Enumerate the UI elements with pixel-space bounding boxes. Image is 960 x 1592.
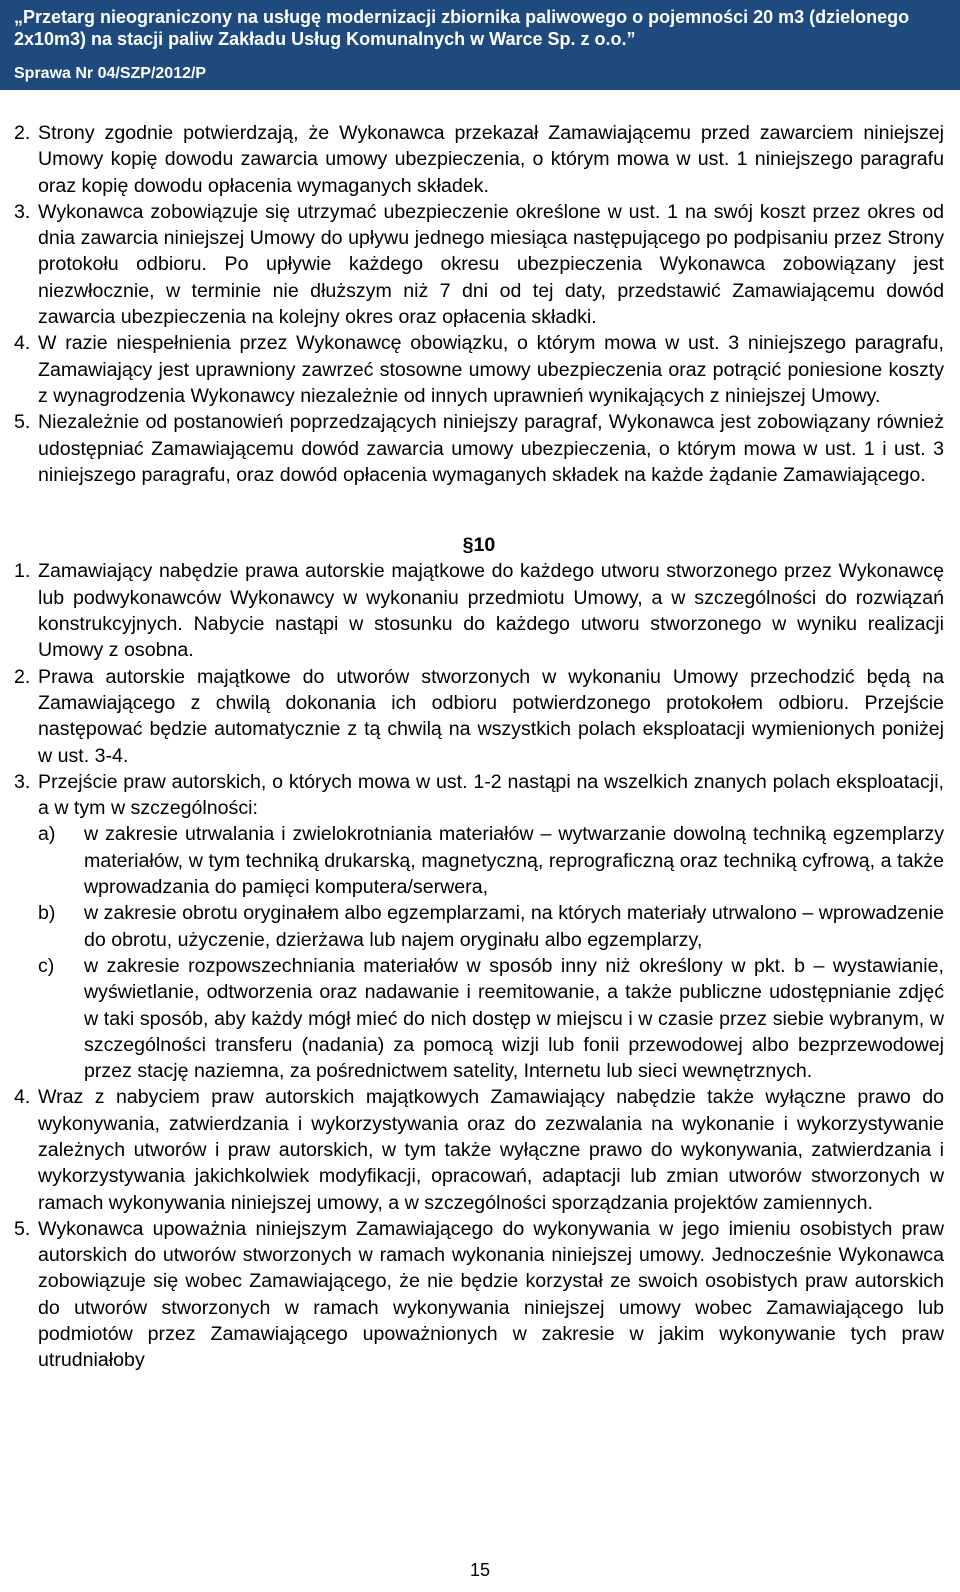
paragraph-10-2: [14, 664, 944, 769]
paragraph-10-3: [14, 769, 944, 822]
paragraph-10-1: [14, 558, 944, 663]
subitem-letter: c): [38, 954, 55, 977]
paragraph-9-5: [14, 409, 944, 488]
subitem-b: [38, 900, 944, 953]
paragraph-text: W razie niespełnienia przez Wykonawcę obowiązku, o którym mowa w ust. 3 niniejszego paragrafu, Zamawiający jest uprawniony zawrzeć stosowne umowy ubezpieczenia oraz potrącić poniesione koszty z wynagrodzenia Wykonawcy niezależnie od innych uprawnień wynikających z niniejszej Umowy.: [38, 332, 944, 407]
paragraph-number: 5.: [14, 1217, 31, 1240]
paragraph-number: 3.: [14, 770, 31, 793]
tender-title: „Przetarg nieograniczony na usługę modernizacji zbiornika paliwowego o pojemności 20 m3 (dzielonego 2x10m3) na stacji paliw Zakładu Usług Komunalnych w Warce Sp. z o.o.”: [14, 7, 910, 49]
subitem-letter: a): [38, 823, 56, 846]
paragraph-text: Niezależnie od postanowień poprzedzających niniejszy paragraf, Wykonawca jest zobowiązany również udostępniać Zamawiającemu dowód zawarcia umowy ubezpieczenia, o którym mowa w ust. 1 i ust. 3 niniejszego paragrafu, oraz dowód opłacenia wymaganych składek na każde żądanie Zamawiającego.: [38, 411, 944, 486]
paragraph-number: 2.: [14, 122, 31, 144]
paragraph-number: 3.: [14, 200, 31, 223]
document-body: [14, 120, 944, 1374]
subitem-c: [38, 953, 944, 1084]
paragraph-number: 4.: [14, 332, 31, 355]
paragraph-number: 4.: [14, 1086, 31, 1109]
paragraph-text: Strony zgodnie potwierdzają, że Wykonawca przekazał Zamawiającemu przed zawarciem niniejszej Umowy kopię dowodu zawarcia umowy ubezpieczenia, o którym mowa w ust. 1 niniejszego paragrafu oraz kopię dowodu opłacenia wymaganych składek.: [38, 122, 944, 197]
subitem-a: [38, 821, 944, 900]
subitem-text: w zakresie rozpowszechniania materiałów w sposób inny niż określony w pkt. b – wystawianie, wyświetlanie, odtworzenia oraz nadawanie i reemitowanie, a także publiczne udostępnianie zdjęć w taki sposób, aby każdy mógł mieć do nich dostęp w miejscu i w czasie przez siebie wybranym, w szczególności transferu (nadania) za pomocą wizji lub fonii przewodowej albo bezprzewodowej przez stację naziemna, za pośrednictwem satelity, Internetu lub sieci wewnętrznych.: [84, 954, 944, 1083]
subitem-text: w zakresie utrwalania i zwielokrotniania materiałów – wytwarzanie dowolną techniką egzemplarzy materiałów, w tym techniką drukarską, magnetyczną, reprograficzną oraz techniką cyfrową, a także wprowadzania do pamięci komputera/serwera,: [84, 823, 944, 899]
paragraph-9-3: [14, 199, 944, 330]
section-heading: §10: [462, 534, 496, 557]
paragraph-text: Wykonawca upoważnia niniejszym Zamawiającego do wykonywania w jego imieniu osobistych praw autorskich do utworów stworzonych w ramach wykonania niniejszej umowy. Jednocześnie Wykonawca zobowiązuje się wobec Zamawiającego, że nie będzie korzystał ze swoich osobistych praw autorskich do utworów stworzonych w ramach wykonywania niniejszej umowy wobec Zamawiającego lub podmiotów przez Zamawiającego upoważnionych w zakresie w jakim wykonywanie tych praw utrudniałoby: [38, 1217, 944, 1372]
paragraph-text: Przejście praw autorskich, o których mowa w ust. 1-2 nastąpi na wszelkich znanych polach eksploatacji, a w tym w szczególności:: [38, 770, 944, 820]
subitem-text: w zakresie obrotu oryginałem albo egzemplarzami, na których materiały utrwalono – wprowadzenie do obrotu, użyczenie, dzierżawa lub najem oryginału albo egzemplarzy,: [84, 902, 944, 951]
paragraph-10-4: [14, 1084, 944, 1215]
paragraph-text: Wraz z nabyciem praw autorskich majątkowych Zamawiający nabędzie także wyłączne prawo do wykonywania, zatwierdzania i wykorzystywania oraz do zezwalania na wykonanie i wykorzystywanie zależnych utworów i praw autorskich, w tym także wyłączne prawo do wykonywania, zatwierdzania i wykorzystywania jakichkolwiek modyfikacji, opracowań, adaptacji lub zmian utworów stworzonych w ramach wykonywania niniejszej umowy, a w szczególności sporządzania projektów zamiennych.: [38, 1086, 944, 1214]
paragraph-9-2: [14, 120, 944, 199]
paragraph-text: Wykonawca zobowiązuje się utrzymać ubezpieczenie określone w ust. 1 na swój koszt przez okres od dnia zawarcia niniejszej Umowy do upływu jednego miesiąca następującego po podpisaniu przez Strony protokołu odbioru. Po upływie każdego okresu ubezpieczenia Wykonawca zobowiązany jest niezwłocznie, w terminie nie dłuższym niż 7 dni od tej daty, przedstawić Zamawiającemu dowód zawarcia ubezpieczenia na kolejny okres oraz opłacenia składki.: [38, 200, 944, 329]
subitem-letter: b): [38, 902, 56, 925]
case-reference: Sprawa Nr 04/SZP/2012/P: [14, 65, 207, 82]
paragraph-text: Zamawiający nabędzie prawa autorskie majątkowe do każdego utworu stworzonego przez Wykonawcę lub podwykonawców Wykonawcy w wykonaniu przedmiotu Umowy, a w szczególności do rozwiązań konstrukcyjnych. Nabycie nastąpi w stosunku do każdego utworu stworzonego w wyniku realizacji Umowy z osobna.: [38, 560, 944, 662]
page-number: 15: [469, 1560, 491, 1580]
paragraph-number: 5.: [14, 411, 31, 434]
document-header: [0, 0, 960, 90]
paragraph-number: 2.: [14, 665, 31, 688]
paragraph-9-4: [14, 330, 944, 409]
paragraph-10-5: [14, 1216, 944, 1374]
paragraph-text: Prawa autorskie majątkowe do utworów stworzonych w wykonaniu Umowy przechodzić będą na Zamawiającego z chwilą dokonania ich odbioru potwierdzonego protokołem odbioru. Przejście następować będzie automatycznie z tą chwilą na wszystkich polach eksploatacji wymienionych poniżej w ust. 3-4.: [38, 665, 944, 767]
paragraph-number: 1.: [14, 560, 31, 583]
